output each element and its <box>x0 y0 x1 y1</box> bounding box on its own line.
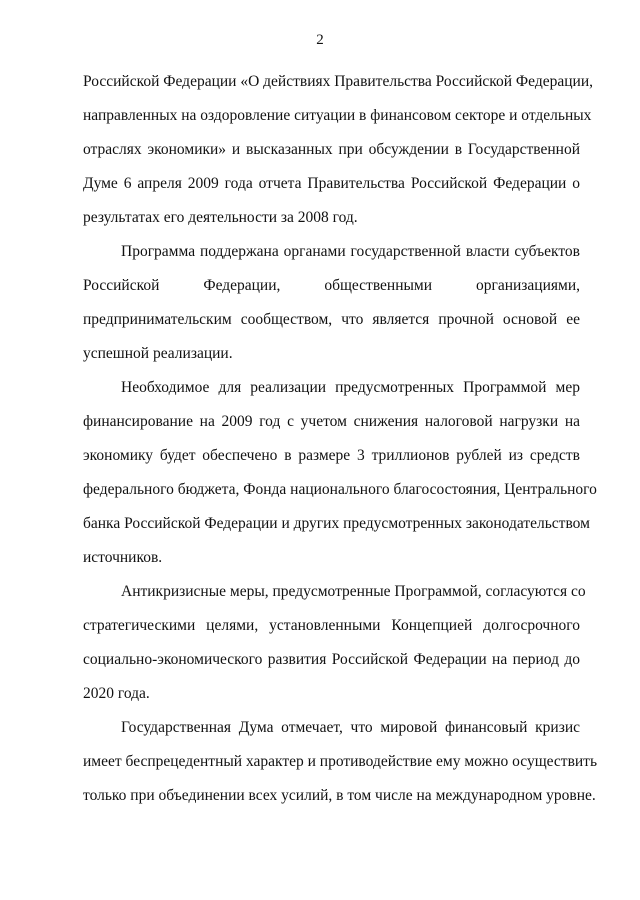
text-line: Программа поддержана органами государственной власти субъектов <box>121 243 580 260</box>
text-line: отраслях экономики» и высказанных при обсуждении в Государственной <box>83 141 580 158</box>
text-line: банка Российской Федерации и других предусмотренных законодательством <box>83 515 590 532</box>
text-line: стратегическими целями, установленными Концепцией долгосрочного <box>83 617 580 634</box>
text-line: только при объединении всех усилий, в том числе на международном уровне. <box>83 787 596 804</box>
text-line: источников. <box>83 549 163 566</box>
paragraph-5 <box>83 711 598 813</box>
page-number: 2 <box>316 32 324 48</box>
text-line: направленных на оздоровление ситуации в финансовом секторе и отдельных <box>83 107 592 124</box>
text-line: предпринимательским сообществом, что является прочной основой ее <box>83 311 580 328</box>
text-line: Российской Федерации, общественными организациями, <box>83 277 580 294</box>
text-line: Российской Федерации «О действиях Правительства Российской Федерации, <box>83 73 593 90</box>
paragraph-3 <box>83 371 597 575</box>
text-line: Государственная Дума отмечает, что мировой финансовый кризис <box>121 719 580 736</box>
text-line: социально-экономического развития Российской Федерации на период до <box>83 651 580 668</box>
text-line: Антикризисные меры, предусмотренные Программой, согласуются со <box>121 583 586 600</box>
text-line: Необходимое для реализации предусмотренных Программой мер <box>121 379 580 396</box>
text-line: финансирование на 2009 год с учетом снижения налоговой нагрузки на <box>83 413 580 430</box>
text-line: федерального бюджета, Фонда национального благосостояния, Центрального <box>83 481 597 498</box>
text-line: экономику будет обеспечено в размере 3 триллионов рублей из средств <box>83 447 580 464</box>
text-line: имеет беспрецедентный характер и противодействие ему можно осуществить <box>83 753 598 770</box>
paragraph-1 <box>83 65 593 235</box>
paragraph-4 <box>83 575 586 711</box>
text-line: Думе 6 апреля 2009 года отчета Правительства Российской Федерации о <box>83 175 580 192</box>
paragraph-2 <box>83 235 580 371</box>
document-body <box>83 65 598 813</box>
text-line: результатах его деятельности за 2008 год. <box>83 209 358 226</box>
text-line: успешной реализации. <box>83 345 233 362</box>
text-line: 2020 года. <box>83 685 150 702</box>
